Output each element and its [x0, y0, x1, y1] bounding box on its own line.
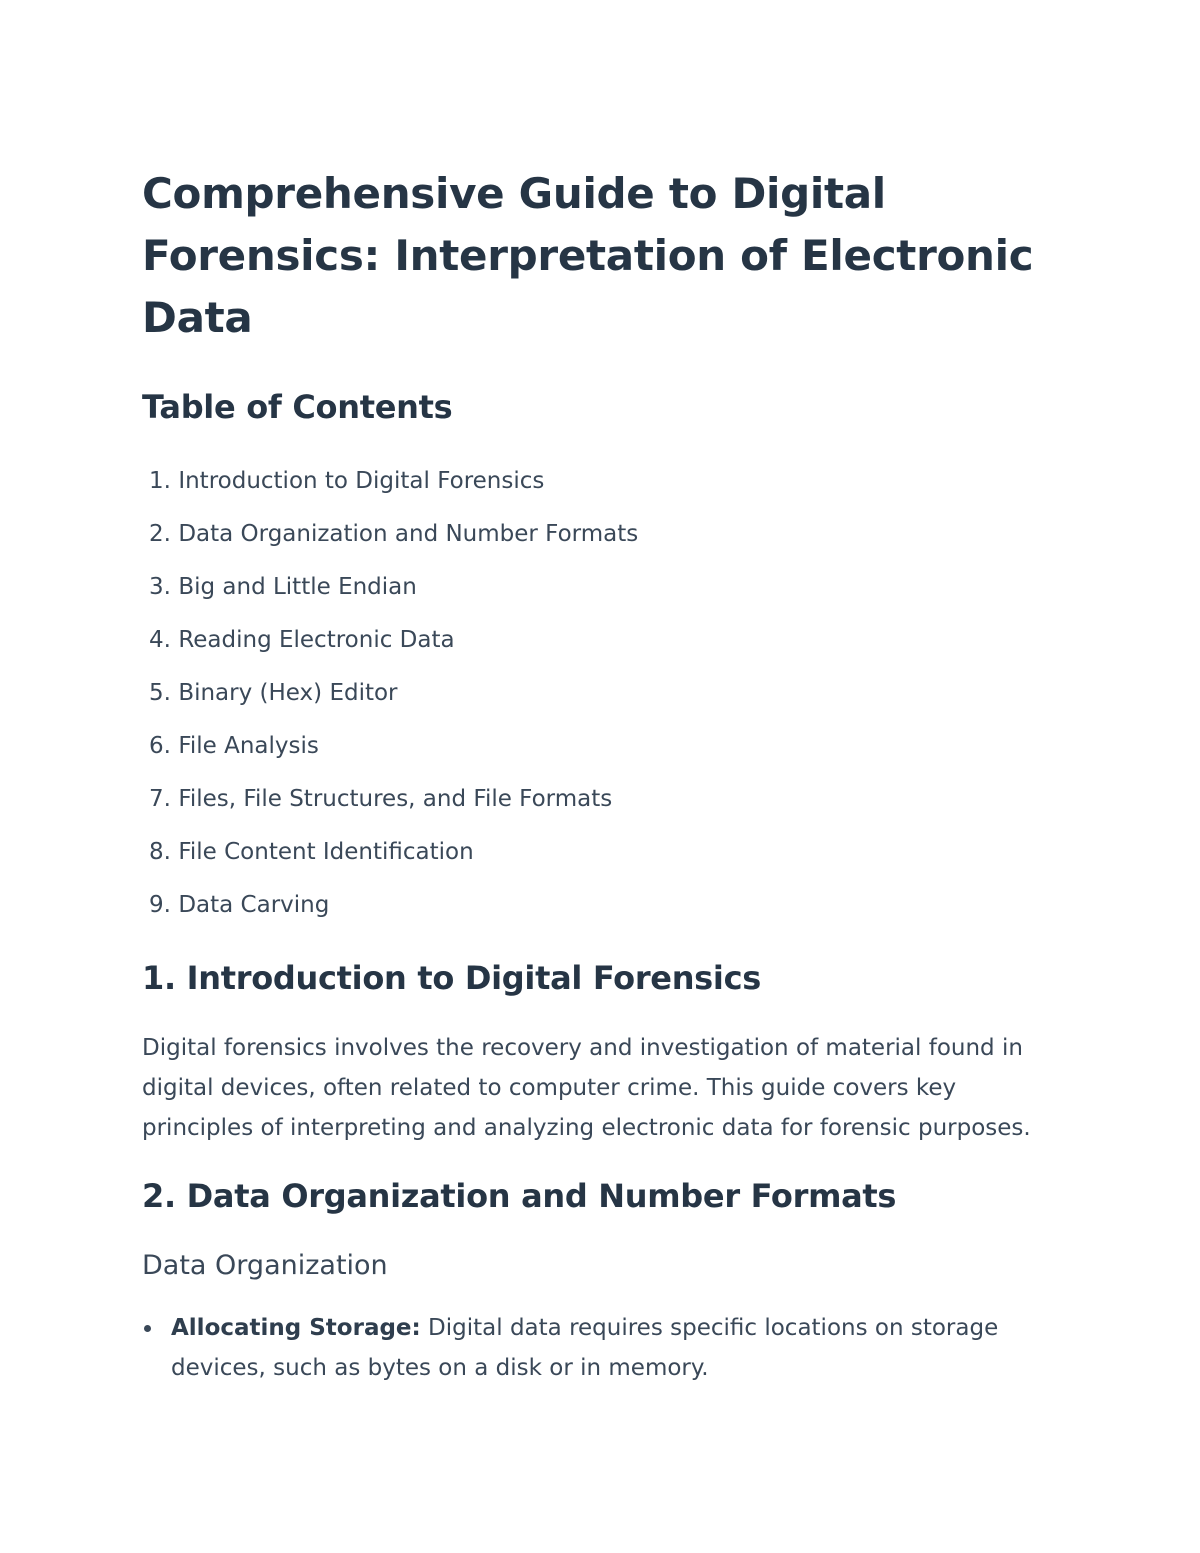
- document-page: [142, 163, 1042, 1388]
- toc-item: [142, 879, 1042, 932]
- toc-item: [142, 720, 1042, 773]
- toc-item-label: Data Carving: [178, 892, 330, 918]
- section-2-heading: 2. Data Organization and Number Formats: [142, 1177, 897, 1215]
- toc-item-number: 1.: [149, 468, 171, 494]
- toc-item-number: 9.: [149, 892, 171, 918]
- toc-item-number: 8.: [149, 839, 171, 865]
- toc-list: [142, 455, 1042, 932]
- toc-heading: Table of Contents: [142, 388, 453, 426]
- document-title: Comprehensive Guide to Digital Forensics: Interpretation of Electronic Data: [142, 169, 1034, 342]
- bullet-term: Allocating Storage:: [171, 1315, 421, 1341]
- toc-item-label: Data Organization and Number Formats: [178, 521, 639, 547]
- bullet-text: Digital data requires specific locations on storage devices, such as bytes on a disk or in memory.: [171, 1315, 999, 1381]
- bullet-item: [142, 1308, 1042, 1388]
- toc-item-number: 2.: [149, 521, 171, 547]
- section-1-paragraph: Digital forensics involves the recovery and investigation of material found in digital devices, often related to computer crime. This guide covers key principles of interpreting and analyzing electronic data for forensic purposes.: [142, 1035, 1031, 1141]
- bullet-icon: [144, 1325, 151, 1332]
- toc-item-label: File Analysis: [178, 733, 319, 759]
- toc-item-label: Introduction to Digital Forensics: [178, 468, 545, 494]
- toc-item: [142, 614, 1042, 667]
- toc-item: [142, 773, 1042, 826]
- toc-item-number: 7.: [149, 786, 171, 812]
- data-organization-bullet-list: [142, 1308, 1042, 1388]
- toc-item-label: Files, File Structures, and File Formats: [178, 786, 613, 812]
- toc-item: [142, 561, 1042, 614]
- toc-item: [142, 508, 1042, 561]
- toc-item-number: 6.: [149, 733, 171, 759]
- toc-item: [142, 826, 1042, 879]
- toc-item-number: 4.: [149, 627, 171, 653]
- toc-item-label: Binary (Hex) Editor: [178, 680, 398, 706]
- toc-item: [142, 455, 1042, 508]
- toc-item-label: File Content Identification: [178, 839, 474, 865]
- data-organization-subheading: Data Organization: [142, 1250, 388, 1281]
- toc-item-label: Reading Electronic Data: [178, 627, 455, 653]
- toc-item-number: 5.: [149, 680, 171, 706]
- toc-item-label: Big and Little Endian: [178, 574, 417, 600]
- toc-item-number: 3.: [149, 574, 171, 600]
- toc-item: [142, 667, 1042, 720]
- section-1-heading: 1. Introduction to Digital Forensics: [142, 959, 762, 997]
